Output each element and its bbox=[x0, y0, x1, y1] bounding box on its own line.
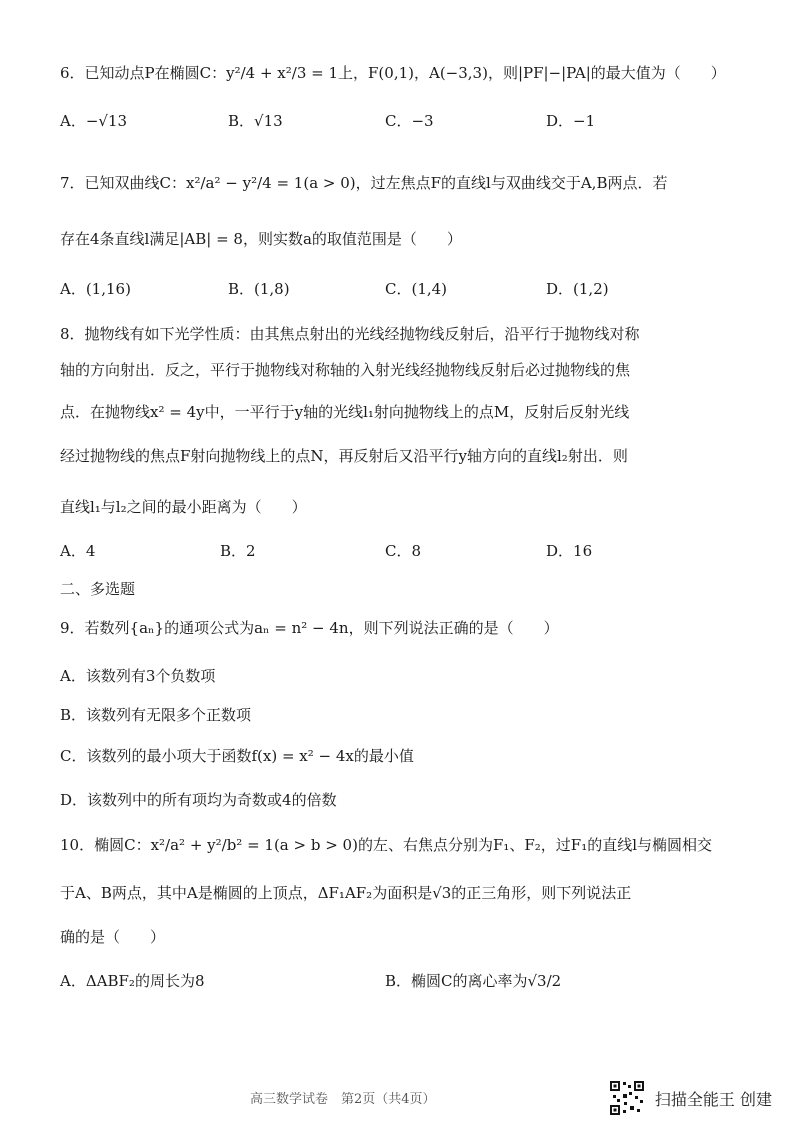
q9-option-b: B．该数列有无限多个正数项 bbox=[60, 706, 252, 724]
q6-option-b: B．√13 bbox=[228, 112, 283, 130]
q7-option-d: D．(1,2) bbox=[546, 280, 609, 298]
q6-option-c: C．−3 bbox=[385, 112, 434, 130]
question-8-line5: 直线l₁与l₂之间的最小距离为（ ） bbox=[60, 498, 307, 516]
page-footer: 高三数学试卷 第2页（共4页） bbox=[250, 1092, 436, 1107]
q9-option-c: C．该数列的最小项大于函数f(x) = x² − 4x的最小值 bbox=[60, 747, 414, 765]
scanner-label: 扫描全能王 创建 bbox=[654, 1089, 772, 1109]
question-10-line1: 10．椭圆C：x²/a² + y²/b² = 1(a > b > 0)的左、右焦点分别为F₁、F₂，过F₁的直线l与椭圆相交 bbox=[60, 836, 713, 854]
question-10-line2: 于A、B两点，其中A是椭圆的上顶点，ΔF₁AF₂为面积是√3的正三角形，则下列说法正 bbox=[60, 884, 632, 902]
q8-option-b: B．2 bbox=[220, 542, 256, 560]
question-8-line4: 经过抛物线的焦点F射向抛物线上的点N，再反射后又沿平行y轴方向的直线l₂射出．则 bbox=[60, 447, 628, 465]
q9-option-d: D．该数列中的所有项均为奇数或4的倍数 bbox=[60, 791, 337, 809]
q8-option-a: A．4 bbox=[60, 542, 96, 560]
question-10-line3: 确的是（ ） bbox=[60, 928, 166, 946]
section-heading-multiple-choice: 二、多选题 bbox=[60, 580, 136, 598]
question-7-stem-line1: 7．已知双曲线C：x²/a² − y²/4 = 1(a > 0)，过左焦点F的直线l与双曲线交于A,B两点．若 bbox=[60, 174, 668, 192]
question-8-options bbox=[60, 540, 750, 564]
question-8-line2: 轴的方向射出．反之，平行于抛物线对称轴的入射光线经抛物线反射后必过抛物线的焦 bbox=[60, 361, 631, 379]
question-8-line3: 点．在抛物线x² = 4y中，一平行于y轴的光线l₁射向抛物线上的点M，反射后反射光线 bbox=[60, 403, 630, 421]
q6-option-a: A．−√13 bbox=[60, 112, 128, 130]
question-9-stem: 9．若数列{aₙ}的通项公式为aₙ = n² − 4n，则下列说法正确的是（ ） bbox=[60, 619, 559, 637]
question-6-stem: 6．已知动点P在椭圆C：y²/4 + x²/3 = 1上，F(0,1)，A(−3,3)，则|PF|−|PA|的最大值为（ ） bbox=[60, 64, 726, 82]
scanner-watermark bbox=[609, 1080, 772, 1116]
q8-option-d: D．16 bbox=[546, 542, 593, 560]
q7-option-b: B．(1,8) bbox=[228, 280, 290, 298]
q8-option-c: C．8 bbox=[385, 542, 422, 560]
q6-option-d: D．−1 bbox=[546, 112, 596, 130]
question-7-stem-line2: 存在4条直线l满足|AB| = 8，则实数a的取值范围是（ ） bbox=[60, 230, 462, 248]
q10-option-a: A．ΔABF₂的周长为8 bbox=[60, 972, 205, 990]
question-10-options bbox=[60, 970, 750, 994]
q7-option-c: C．(1,4) bbox=[385, 280, 448, 298]
question-8-line1: 8．抛物线有如下光学性质：由其焦点射出的光线经抛物线反射后，沿平行于抛物线对称 bbox=[60, 325, 640, 343]
q7-option-a: A．(1,16) bbox=[60, 280, 131, 298]
q10-option-b: B．椭圆C的离心率为√3/2 bbox=[385, 972, 562, 990]
q9-option-a: A．该数列有3个负数项 bbox=[60, 667, 216, 685]
question-6-options bbox=[60, 110, 750, 134]
question-7-options bbox=[60, 278, 750, 302]
qr-code-icon bbox=[609, 1080, 645, 1116]
